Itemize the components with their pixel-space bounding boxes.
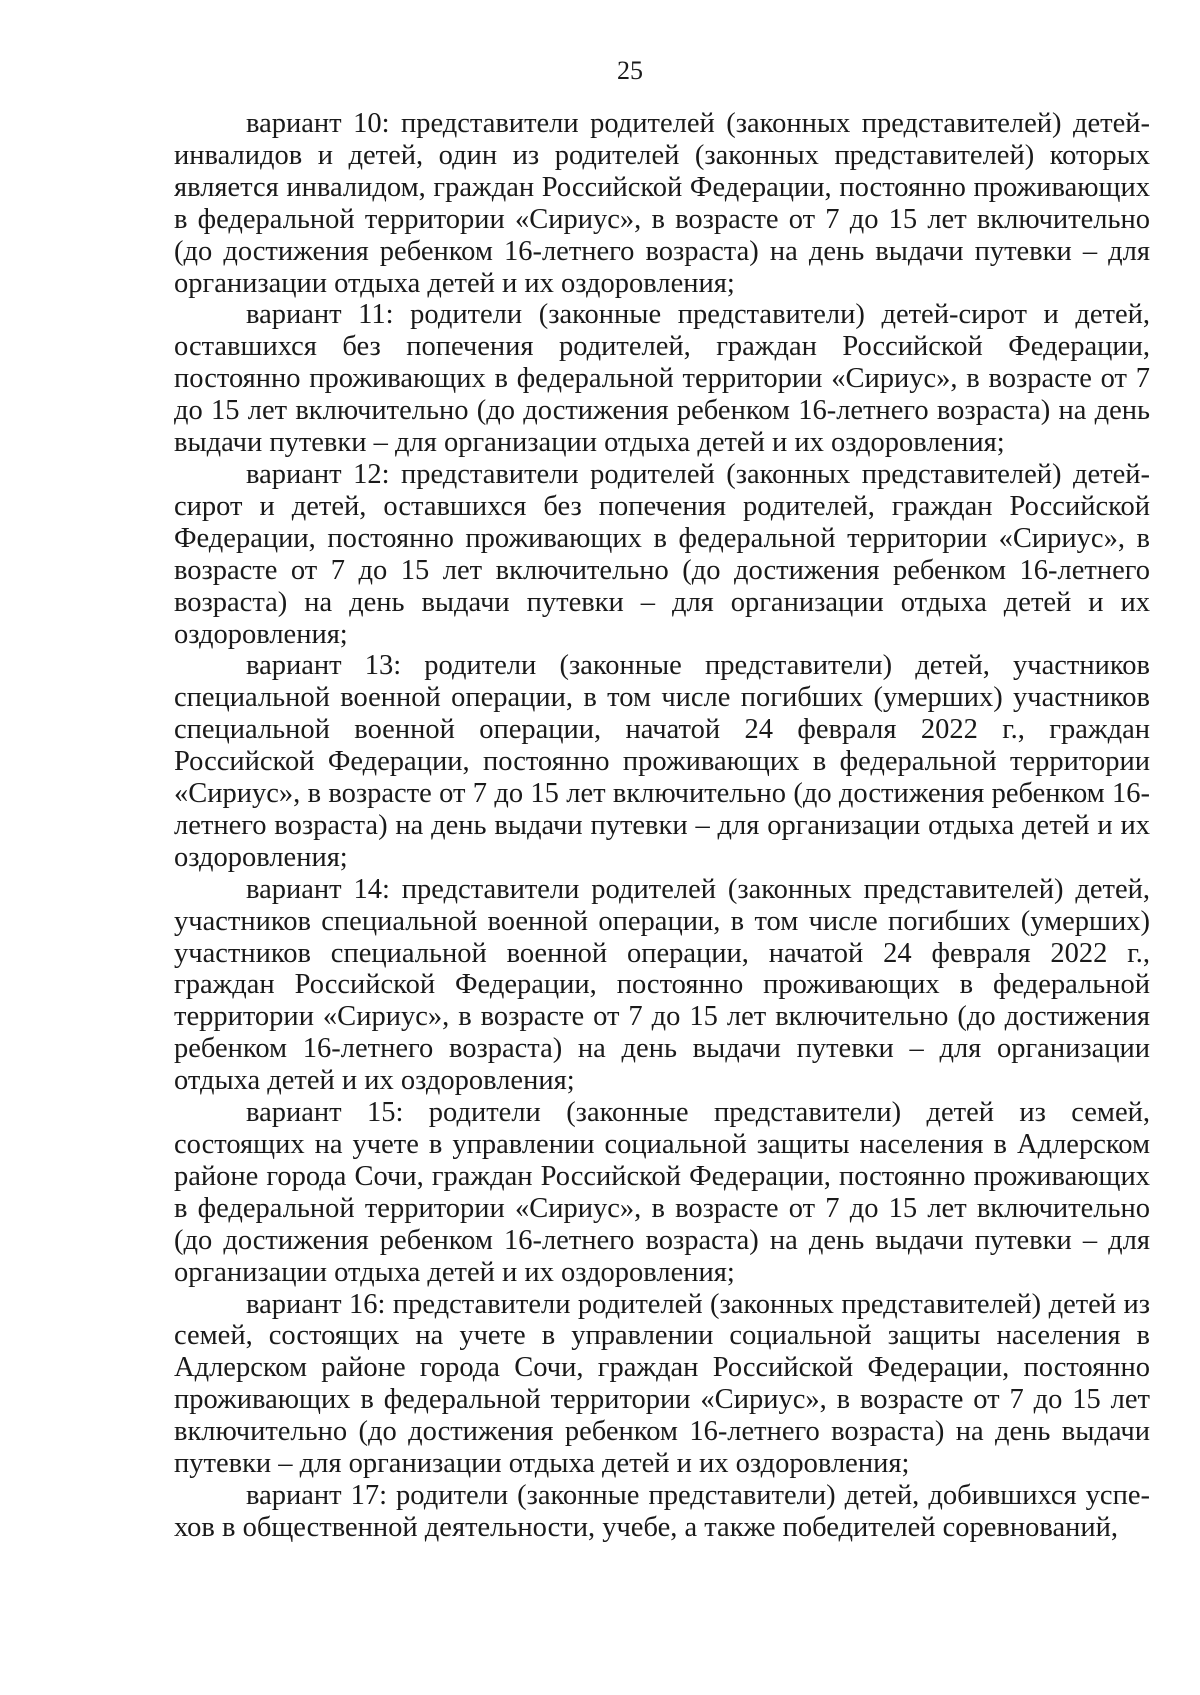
paragraph-variant-14: вариант 14: представители родителей (законных представителей) детей, участников специальной военной операции, в том числе погибших (умерших) участников специальной военной операции, начатой 24 февраля 2022 г., граждан Российской Федерации, постоянно проживающих в федеральной территории «Сириус», в возрасте от 7 до 15 лет включительно (до достижения ребенком 16-летнего возраста) на день выдачи путевки – для организации отдыха детей и их оздоровления;: [174, 873, 1150, 1097]
paragraph-variant-17: вариант 17: родители (законные представители) детей, добившихся успехов в общественной деятельности, учебе, а также победителей соревнований,: [174, 1479, 1150, 1543]
paragraph-variant-12: вариант 12: представители родителей (законных представителей) детей-сирот и детей, оставшихся без попечения родителей, граждан Российской Федерации, постоянно проживающих в федеральной территории «Сириус», в возрасте от 7 до 15 лет включительно (до достижения ребенком 16-летнего возраста) на день выдачи путевки – для организации отдыха детей и их оздоровления;: [174, 458, 1150, 650]
paragraph-variant-10: вариант 10: представители родителей (законных представителей) детей-инвалидов и детей, один из родителей (законных представителей) которых является инвалидом, граждан Российской Федерации, постоянно проживающих в федеральной территории «Сириус», в возрасте от 7 до 15 лет включительно (до достижения ребенком 16-летнего возраста) на день выдачи путевки – для организации отдыха детей и их оздоровления;: [174, 108, 1150, 299]
paragraph-variant-15: вариант 15: родители (законные представители) детей из семей, состоящих на учете в управлении социальной защиты населения в Адлерском районе города Сочи, граждан Российской Федерации, постоянно проживающих в федеральной территории «Сириус», в возрасте от 7 до 15 лет включительно (до достижения ребенком 16-летнего возраста) на день выдачи путевки – для организации отдыха детей и их оздоровления;: [174, 1097, 1150, 1288]
paragraph-variant-11: вариант 11: родители (законные представители) детей-сирот и детей, оставшихся без попечения родителей, граждан Российской Федерации, постоянно проживающих в федеральной территории «Сириус», в возрасте от 7 до 15 лет включительно (до достижения ребенком 16-летнего возраста) на день выдачи путевки – для организации отдыха детей и их оздоровления;: [174, 299, 1150, 459]
document-body: [174, 108, 1150, 1544]
paragraph-variant-13: вариант 13: родители (законные представители) детей, участников специальной военной операции, в том числе погибших (умерших) участников специальной военной операции, начатой 24 февраля 2022 г., граждан Российской Федерации, постоянно проживающих в федеральной территории «Сириус», в возрасте от 7 до 15 лет включительно (до достижения ребенком 16-летнего возраста) на день выдачи путевки – для организации отдыха детей и их оздоровления;: [174, 650, 1150, 873]
page-number: 25: [617, 56, 643, 85]
paragraph-variant-16: вариант 16: представители родителей (законных представителей) детей из семей, состоящих на учете в управлении социальной защиты населения в Адлерском районе города Сочи, граждан Российской Федерации, постоянно проживающих в федеральной территории «Сириус», в возрасте от 7 до 15 лет включительно (до достижения ребенком 16-летнего возраста) на день выдачи путевки – для организации отдыха детей и их оздоровления;: [174, 1288, 1150, 1480]
